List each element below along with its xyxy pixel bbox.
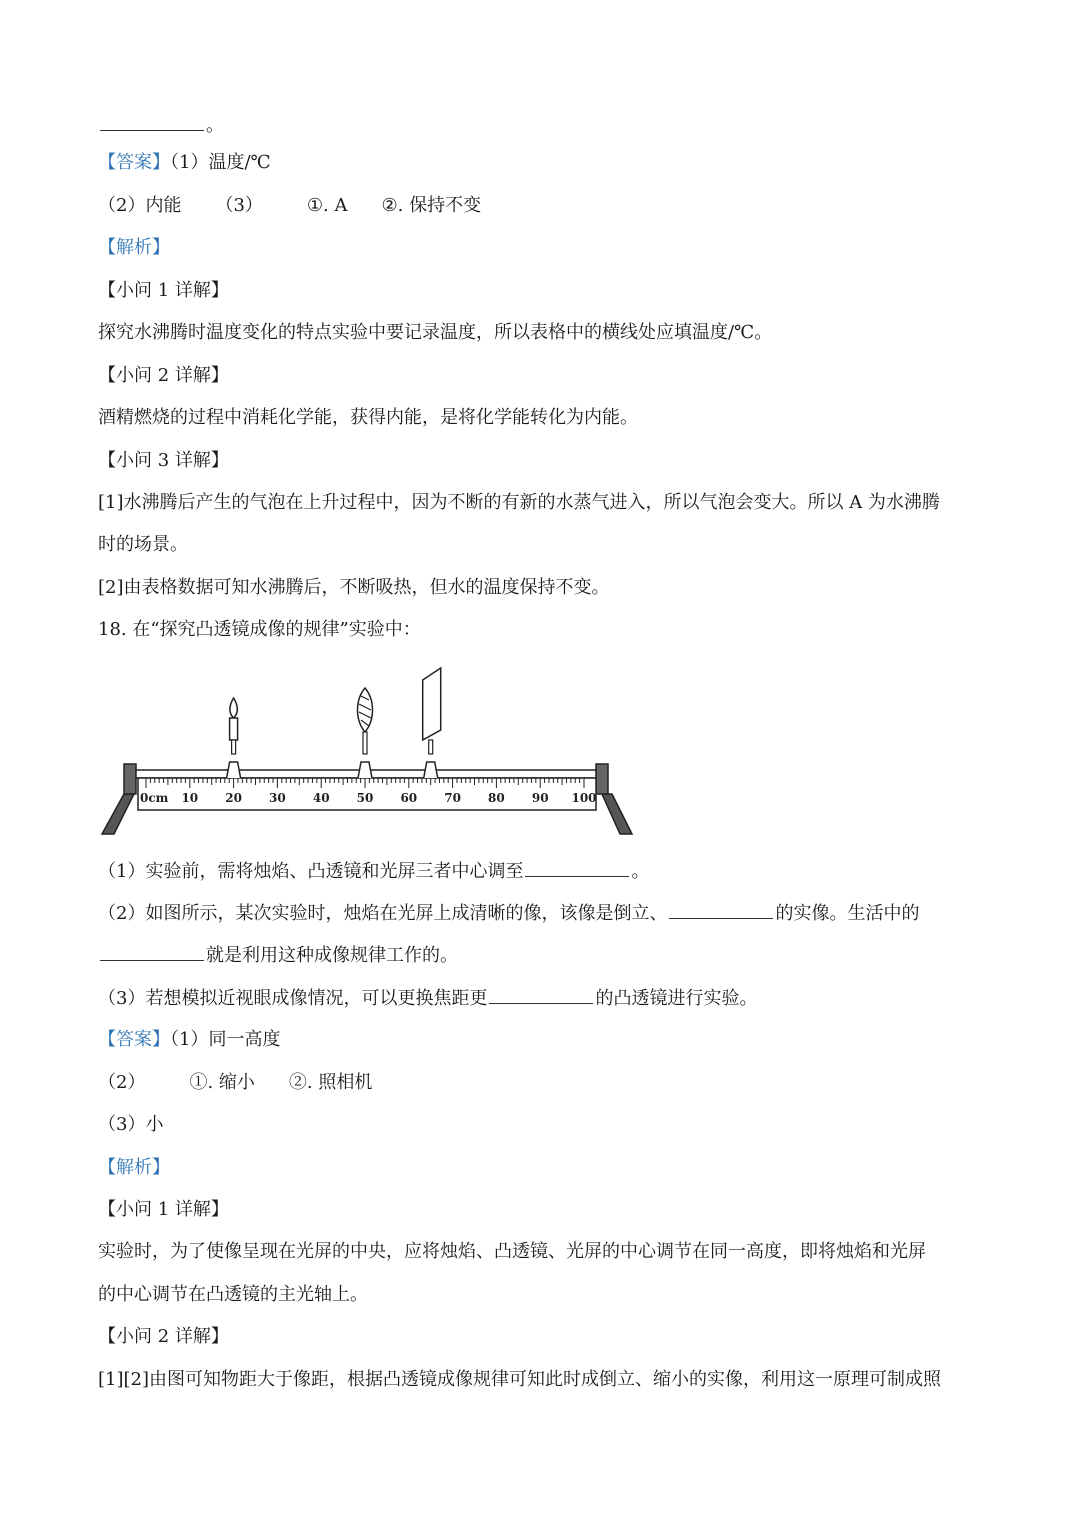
scale-label: 70 (444, 791, 461, 805)
answer-blank (100, 942, 204, 961)
paragraph: [1][2]由图可知物距大于像距，根据凸透镜成像规律可知此时成倒立、缩小的实像，利用这一原理可制成照 (98, 1369, 941, 1390)
screen-stand (429, 740, 433, 754)
paragraph: 探究水沸腾时温度变化的特点实验中要记录温度，所以表格中的横线处应填温度/℃。 (98, 322, 773, 343)
sub-question-heading: 【小问 1 详解】 (98, 1199, 229, 1220)
scale-label: 90 (531, 791, 549, 805)
lens-holder (358, 762, 372, 778)
answer-blank (489, 985, 593, 1004)
answer-blank (100, 112, 204, 131)
answer-line-2: （2） ①. 缩小 ②. 照相机 (98, 1072, 373, 1093)
right-end-block (596, 764, 608, 794)
answer-line-2: （2）内能 （3） ①. A ②. 保持不变 (98, 195, 482, 216)
scale-label: 30 (269, 791, 286, 805)
answer-line-1: 【答案】（1）同一高度 (98, 1029, 281, 1050)
light-screen (423, 668, 441, 778)
candle-holder (227, 762, 241, 778)
sub-question-heading: 【小问 1 详解】 (98, 280, 229, 301)
blank-line-end: 。 (98, 112, 224, 139)
question-line-1: （1）实验前，需将烛焰、凸透镜和光屏三者中心调至 。 (98, 858, 649, 885)
paragraph: 的中心调节在凸透镜的主光轴上。 (98, 1284, 368, 1305)
candle (227, 698, 241, 778)
question-line-2b: 就是利用这种成像规律工作的。 (98, 942, 458, 969)
analysis-tag: 【解析】 (98, 237, 170, 258)
convex-lens (358, 688, 373, 778)
candle-body (230, 718, 238, 740)
question-title: 18. 在“探究凸透镜成像的规律”实验中： (98, 619, 421, 640)
scale-label: 20 (225, 791, 242, 805)
scale-label: 60 (400, 791, 418, 805)
left-support-leg (102, 794, 134, 834)
sub-question-heading: 【小问 3 详解】 (98, 450, 229, 471)
analysis-tag: 【解析】 (98, 1157, 170, 1178)
scale-label: 80 (488, 791, 505, 805)
scale-label: 100 (571, 791, 597, 805)
left-end-block (124, 764, 136, 794)
scale-label: 0cm (140, 791, 169, 805)
answer-tag: 【答案】 (98, 152, 170, 173)
question-line-3: （3）若想模拟近视眼成像情况，可以更换焦距更 的凸透镜进行实验。 (98, 985, 757, 1012)
lens-stand (363, 732, 367, 754)
screen-holder (424, 762, 438, 778)
paragraph: 实验时，为了使像呈现在光屏的中央，应将烛焰、凸透镜、光屏的中心调节在同一高度，即将烛焰和光屏 (98, 1241, 926, 1262)
paragraph: 时的场景。 (98, 534, 188, 555)
candle-flame-icon (230, 698, 238, 718)
scale-label: 50 (356, 791, 374, 805)
candle-stand (232, 740, 236, 754)
scale-label: 40 (312, 791, 330, 805)
optical-bench-diagram (98, 660, 638, 840)
sub-question-heading: 【小问 2 详解】 (98, 365, 229, 386)
sub-question-heading: 【小问 2 详解】 (98, 1326, 229, 1347)
paragraph: [1]水沸腾后产生的气泡在上升过程中，因为不断的有新的水蒸气进入，所以气泡会变大。所以 A 为水沸腾 (98, 492, 940, 513)
question-line-2: （2）如图所示，某次实验时，烛焰在光屏上成清晰的像，该像是倒立、 的实像。生活中的 (98, 900, 919, 927)
paragraph: [2]由表格数据可知水沸腾后，不断吸热，但水的温度保持不变。 (98, 577, 610, 598)
answer-blank (525, 858, 629, 877)
answer-line-1 (98, 150, 271, 176)
screen-panel (423, 668, 441, 740)
paragraph: 酒精燃烧的过程中消耗化学能，获得内能，是将化学能转化为内能。 (98, 407, 638, 428)
right-support-leg (602, 794, 632, 834)
answer-line-3: （3）小 (98, 1114, 164, 1135)
answer-text: （1）温度/℃ (170, 152, 271, 173)
scale-label: 10 (181, 791, 199, 805)
answer-blank (669, 900, 773, 919)
